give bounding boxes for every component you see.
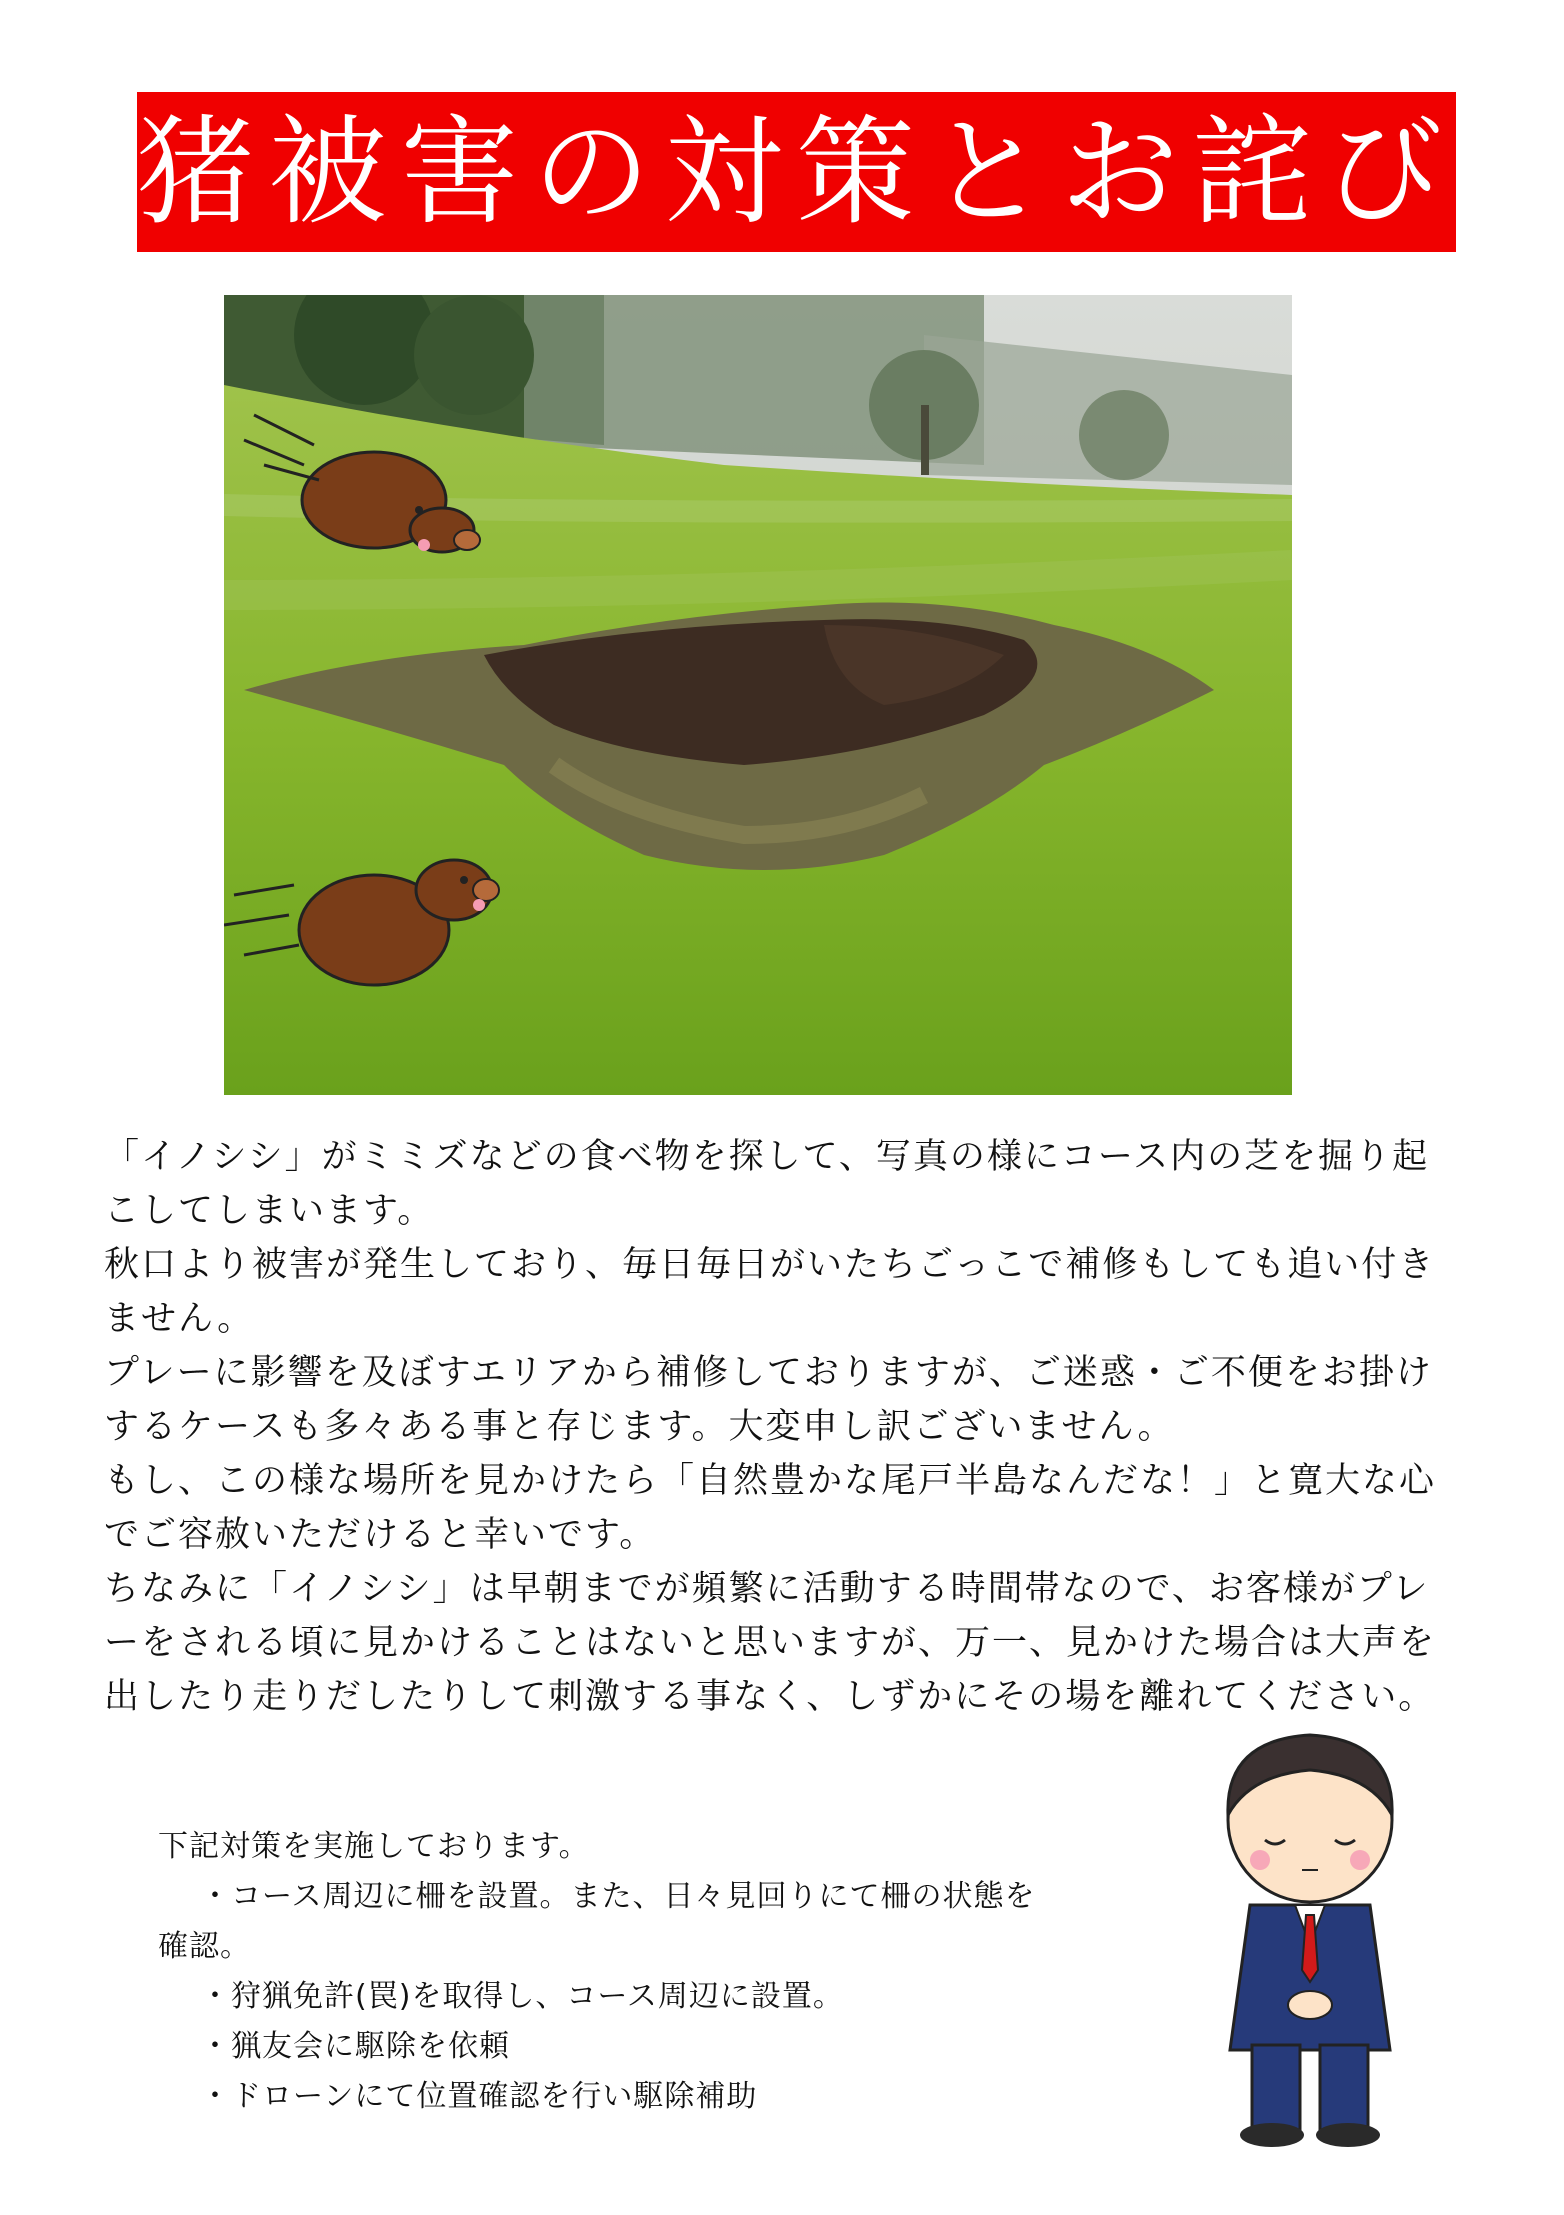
- paragraph: 秋口より被害が発生しており、毎日毎日がいたちごっこで補修もしても追い付きません。: [104, 1245, 1436, 1339]
- paragraph: もし、この様な場所を見かけたら「自然豊かな尾戸半島なんだな！」と寛大な心でご容赦いただけると幸いです。: [104, 1461, 1437, 1555]
- title-banner: [137, 92, 1456, 252]
- page-title: 猪被害の対策とお詫び: [136, 103, 1457, 241]
- measures-list: [158, 1822, 1138, 2122]
- measure-item: ・猟友会に駆除を依頼: [200, 2029, 510, 2064]
- bowing-staff-illustration: [1180, 1720, 1440, 2160]
- measure-item: ・ドローンにて位置確認を行い駆除補助: [200, 2079, 758, 2114]
- paragraph: ちなみに「イノシシ」は早朝までが頻繁に活動する時間帯なので、お客様がプレーをされる頃に見かけることはないと思いますが、万一、見かけた場合は大声を出したり走りだしたりして刺激する事なく、しずかにその場を離れてください。: [104, 1569, 1437, 1717]
- measure-item: ・コース周辺に柵を設置。また、日々見回りにて柵の状態を: [200, 1879, 1036, 1914]
- paragraph: 「イノシシ」がミミズなどの食べ物を探して、写真の様にコース内の芝を掘り起こしてしまいます。: [104, 1137, 1430, 1231]
- paragraph: プレーに影響を及ぼすエリアから補修しておりますが、ご迷惑・ご不便をお掛けするケースも多々ある事と存じます。大変申し訳ございません。: [104, 1353, 1433, 1447]
- explanation-text: [104, 1130, 1454, 1724]
- measure-item-continuation: 確認。: [158, 1929, 251, 1964]
- damage-photo: [224, 295, 1292, 1095]
- measures-intro: 下記対策を実施しております。: [158, 1829, 590, 1864]
- measure-item: ・狩猟免許(罠)を取得し、コース周辺に設置。: [200, 1979, 844, 2014]
